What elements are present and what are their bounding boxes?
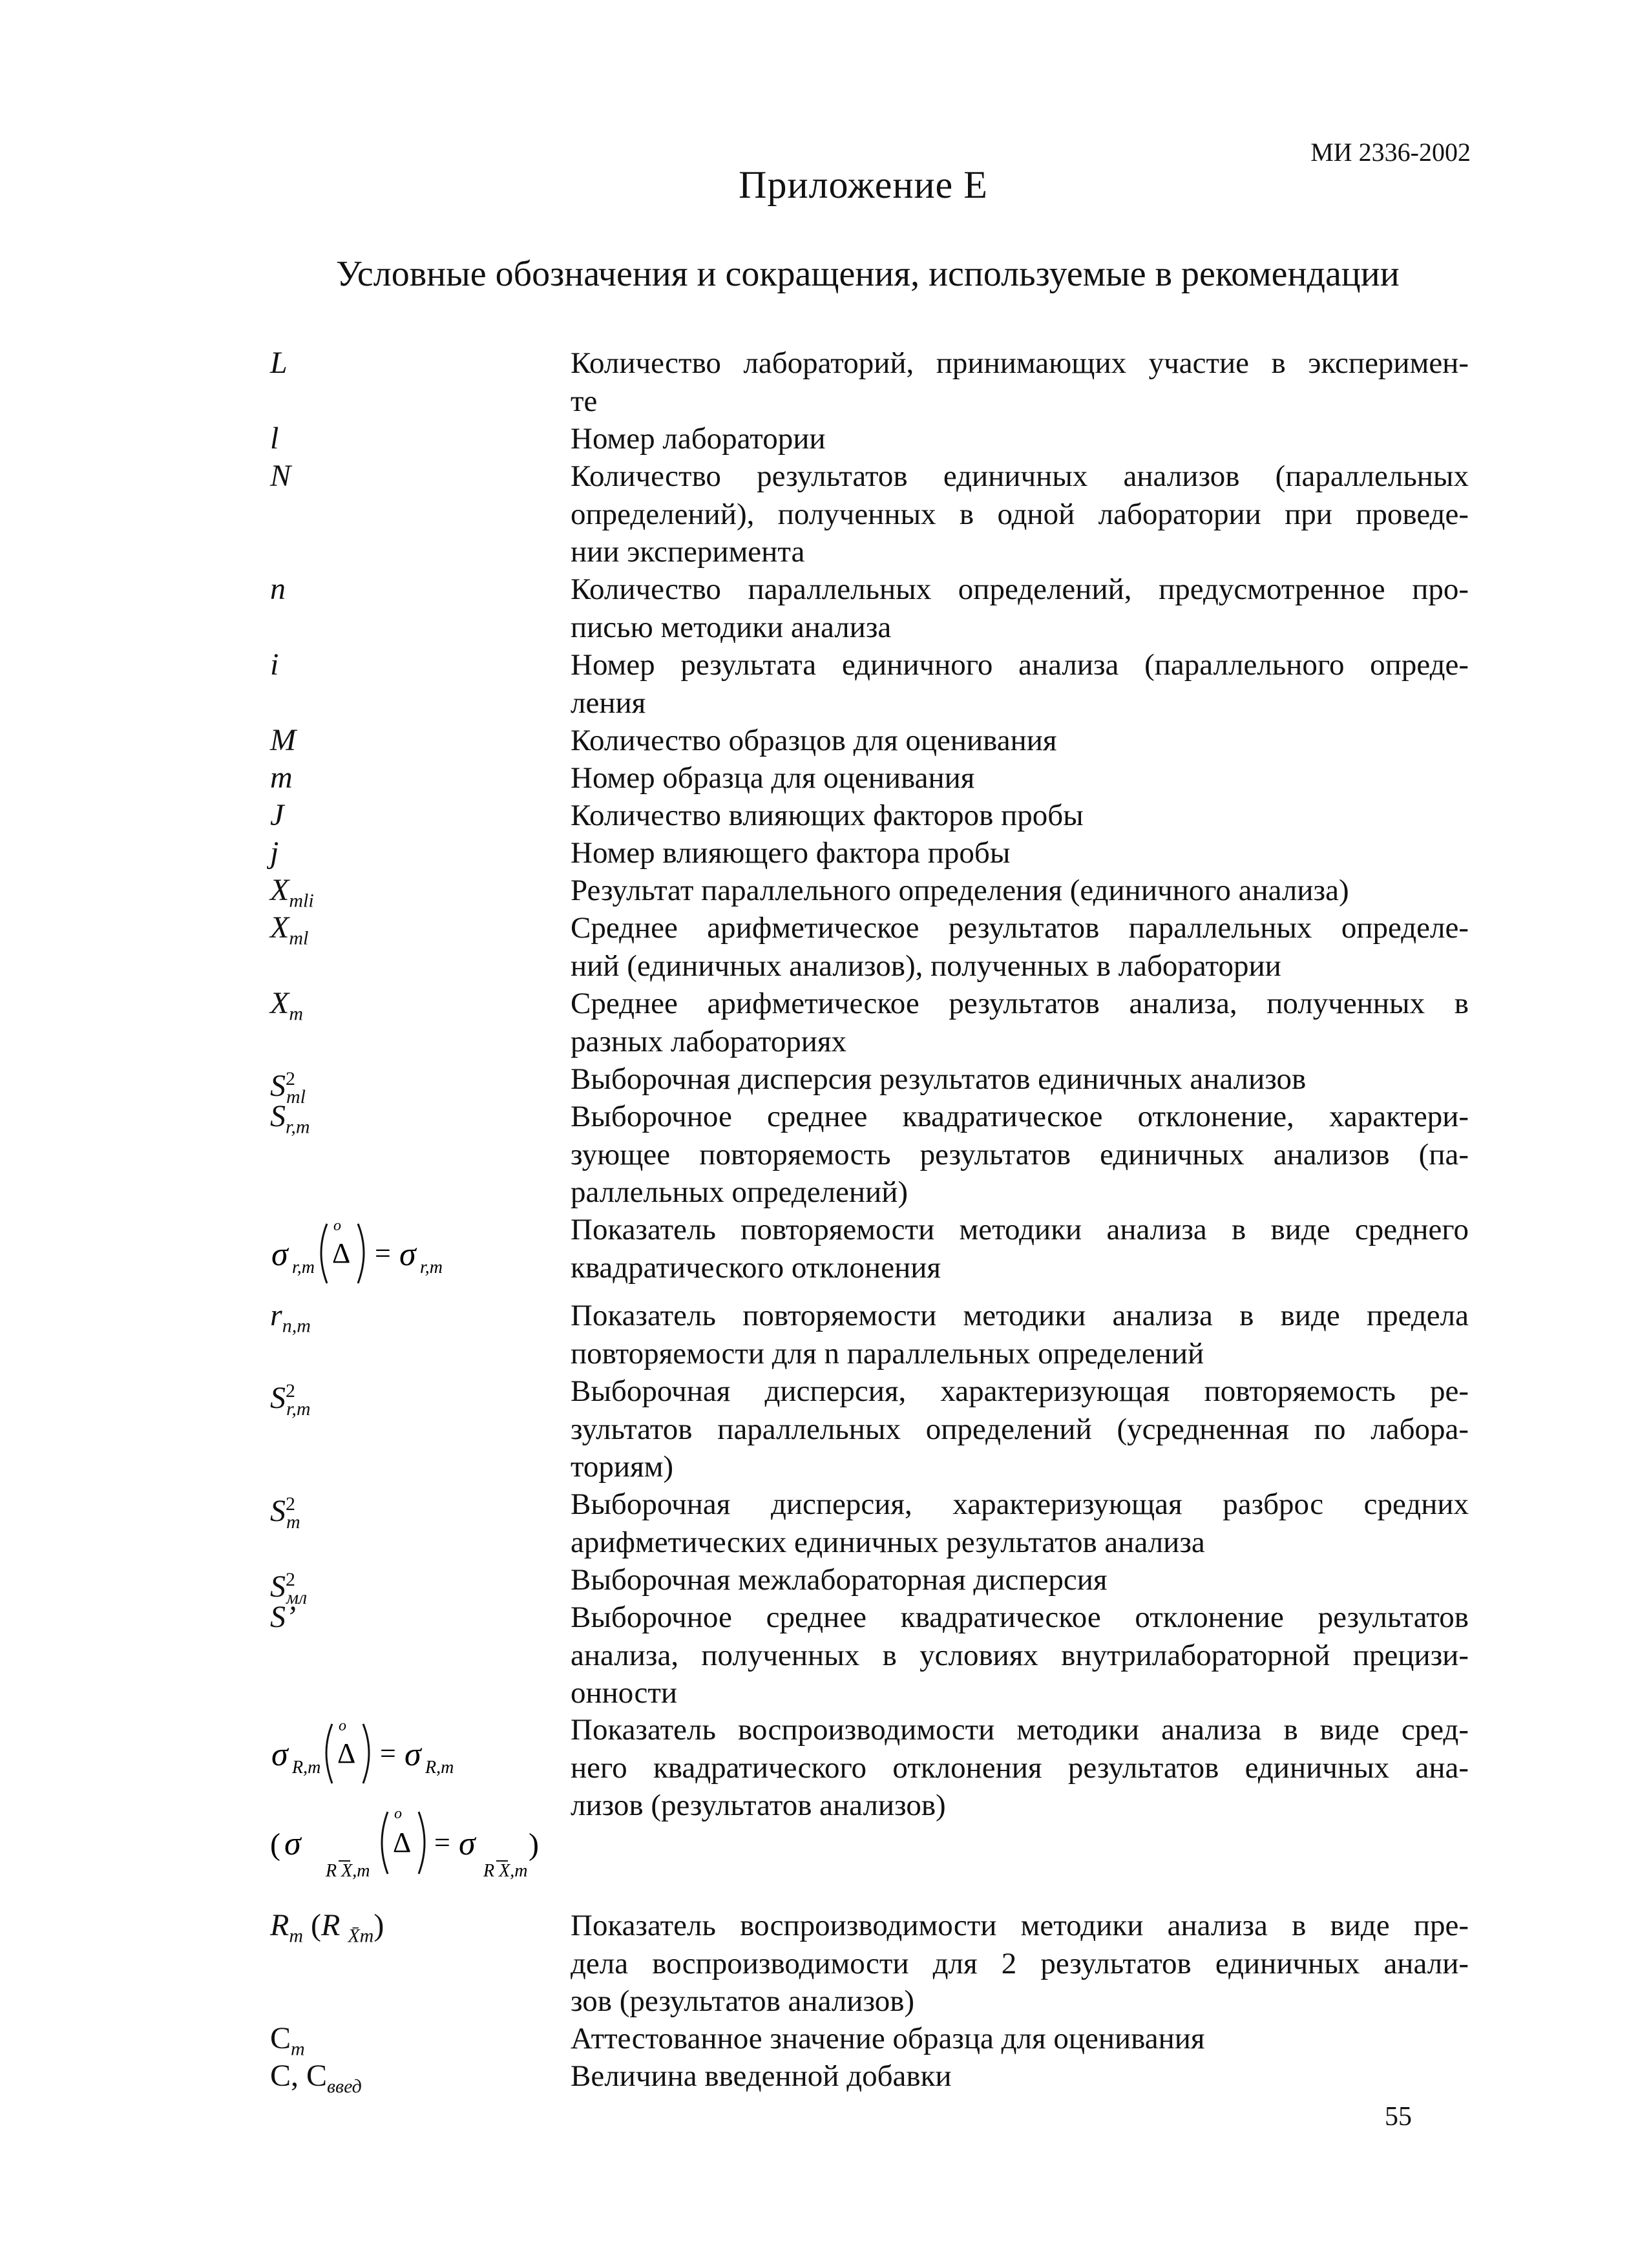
description: Количество параллельных определений, предусмотренное про- писью методики анализа	[571, 572, 1469, 644]
svg-text:σ: σ	[459, 1825, 476, 1862]
symbol: $X_m$	[270, 986, 303, 1025]
symbol: J	[270, 798, 284, 832]
symbol: $S_{r,m}$	[270, 1099, 310, 1138]
symbol: j	[270, 835, 279, 870]
svg-text:R,m: R,m	[425, 1758, 454, 1778]
svg-text:σ: σ	[271, 1736, 288, 1773]
symbol: M	[270, 723, 296, 757]
svg-text:o: o	[339, 1717, 346, 1734]
symbol: $R_m$ (R $_{X̄m}$)	[270, 1908, 384, 1947]
svg-text:σ: σ	[284, 1825, 301, 1862]
description: Выборочная дисперсия результатов единичных анализов	[571, 1062, 1307, 1096]
symbol: m	[270, 761, 293, 795]
description: Выборочная межлабораторная дисперсия	[571, 1563, 1108, 1597]
description: Номер образца для оценивания	[571, 761, 975, 795]
svg-text:R X,m: R X,m	[483, 1861, 528, 1881]
description: Номер результата единичного анализа (параллельного опреде- ления	[571, 648, 1469, 720]
formula-svg	[270, 1711, 574, 1898]
symbol: n	[270, 572, 286, 606]
svg-text:o: o	[333, 1217, 341, 1234]
document-code: МИ 2336-2002	[1310, 138, 1471, 167]
symbol: $r_{n,m}$	[270, 1298, 311, 1337]
description: Выборочное среднее квадратическое отклонение результатов анализа, полученных в условиях внутрилабораторной прецизи- онности	[571, 1601, 1469, 1710]
symbol: $S^2_m$	[270, 1493, 300, 1533]
description: Показатель повторяемости методики анализа в виде среднего квадратического отклонения	[571, 1213, 1469, 1285]
description: Количество результатов единичных анализов (параллельных определений), полученных в одной лаборатории при проведе- нии эксперимента	[571, 459, 1469, 569]
symbol: S’	[270, 1600, 296, 1634]
svg-text:σ: σ	[399, 1236, 416, 1273]
symbol: l	[270, 421, 279, 456]
svg-text:Δ: Δ	[393, 1827, 412, 1858]
svg-text:σ: σ	[271, 1236, 288, 1273]
description: Номер влияющего фактора пробы	[571, 836, 1011, 870]
svg-text:=: =	[375, 1237, 391, 1269]
description: Показатель повторяемости методики анализа в виде предела повторяемости для n параллельных определений	[571, 1299, 1469, 1370]
description: Выборочное среднее квадратическое отклонение, характери- зующее повторяемость результатов единичных анализов (па- раллельных определений)	[571, 1100, 1469, 1209]
svg-text:=: =	[380, 1738, 396, 1769]
symbol: N	[270, 459, 291, 493]
description: Величина введенной добавки	[571, 2059, 952, 2093]
appendix-title: Приложение Е	[739, 163, 988, 206]
description: Показатель воспроизводимости методики анализа в виде пре- дела воспроизводимости для 2 результатов единичных анали- зов (результатов анализов)	[571, 1909, 1469, 2018]
svg-text:R,m: R,m	[292, 1758, 321, 1778]
repeatability-sd-formula	[270, 1211, 503, 1295]
svg-text:R X,m: R X,m	[326, 1861, 370, 1881]
description: Номер лаборатории	[571, 422, 826, 456]
symbol: $C_m$	[270, 2021, 305, 2060]
symbol: $S^2_{r,m}$	[270, 1380, 311, 1420]
description: Количество влияющих факторов пробы	[571, 799, 1084, 832]
svg-text:σ: σ	[404, 1736, 421, 1773]
description: Выборочная дисперсия, характеризующая разброс средних арифметических единичных результатов анализа	[571, 1487, 1469, 1559]
symbol: C, $C_{введ}$	[270, 2059, 362, 2097]
formula-svg	[270, 1211, 503, 1295]
description: Показатель воспроизводимости методики анализа в виде сред- него квадратического отклонения результатов единичных ана- лизов (результатов анализов)	[571, 1713, 1469, 1822]
description: Результат параллельного определения (единичного анализа)	[571, 874, 1349, 907]
symbol: $X_{mli}$	[270, 873, 314, 912]
section-subtitle: Условные обозначения и сокращения, используемые в рекомендации	[336, 254, 1400, 294]
symbol: i	[270, 647, 279, 682]
svg-text:o: o	[394, 1805, 402, 1822]
symbol: L	[270, 346, 288, 380]
reproducibility-sd-formula	[270, 1711, 574, 1898]
svg-text:Δ: Δ	[337, 1738, 356, 1769]
description: Среднее арифметическое результатов анализа, полученных в разных лабораториях	[571, 987, 1469, 1058]
svg-text:=: =	[434, 1827, 450, 1858]
description: Аттестованное значение образца для оценивания	[571, 2022, 1205, 2055]
description: Выборочная дисперсия, характеризующая повторяемость ре- зультатов параллельных определений (усредненная по лабора- ториям)	[571, 1374, 1469, 1484]
description: Количество образцов для оценивания	[571, 724, 1057, 757]
svg-text:): )	[529, 1827, 539, 1862]
symbol: $S^2_{мл}$	[270, 1569, 308, 1608]
symbol: $S^2_{ml}$	[270, 1068, 306, 1108]
svg-text:Δ: Δ	[332, 1237, 351, 1269]
description: Среднее арифметическое результатов параллельных определе- ний (единичных анализов), полученных в лаборатории	[571, 911, 1469, 983]
svg-text:r,m: r,m	[420, 1257, 443, 1277]
symbol: $X_{ml}$	[270, 910, 309, 949]
svg-text:(: (	[270, 1827, 280, 1862]
page-number: 55	[1385, 2102, 1412, 2132]
svg-text:r,m: r,m	[292, 1257, 315, 1277]
description: Количество лабораторий, принимающих участие в эксперимен- те	[571, 346, 1469, 418]
